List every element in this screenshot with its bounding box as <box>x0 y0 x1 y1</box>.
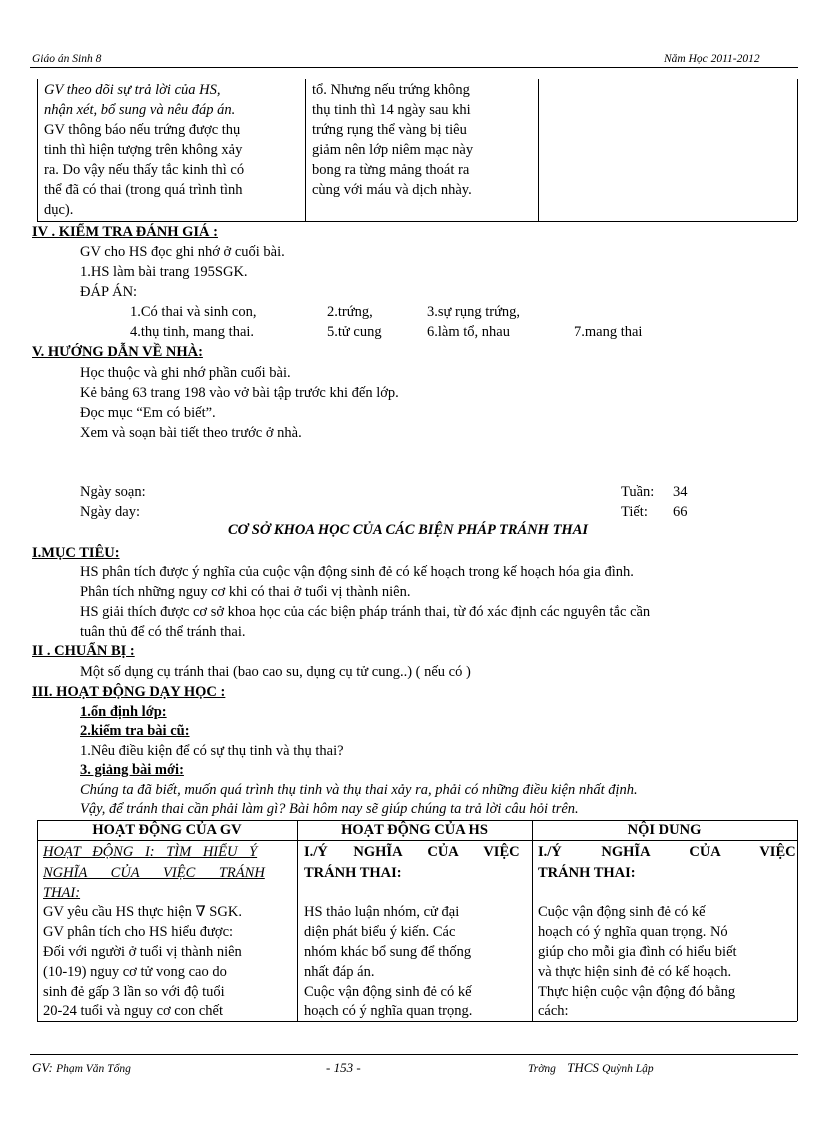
top-hs-line-4: bong ra từng mảng thoát ra <box>312 162 470 178</box>
gv-heading-0: HOẠT ĐỘNG I: TÌM HIỂU Ý <box>43 844 258 860</box>
tiet-value: 66 <box>673 504 688 520</box>
tuan-value: 34 <box>673 484 688 500</box>
gv-body-5: 20-24 tuổi và nguy cơ con chết <box>43 1003 224 1019</box>
top-gv-line-6: dục). <box>44 202 74 218</box>
nd-body-3: và thực hiện sinh đẻ có kế hoạch. <box>538 964 732 980</box>
nd-body-2: giúp cho mỗi gia đình có hiểu biết <box>538 944 737 960</box>
col-header-gv: HOẠT ĐỘNG CỦA GV <box>92 822 242 838</box>
intro-2: Vậy, để tránh thai cần phải làm gì? Bài hôm nay sẽ giúp chúng ta trả lời câu hỏi trên. <box>80 801 579 817</box>
nd-body-5: cách: <box>538 1003 569 1019</box>
top-gv-line-3: tinh thì hiện tượng trên không xảy <box>44 142 243 158</box>
top-hs-line-5: cùng với máu và dịch nhày. <box>312 182 472 198</box>
answer-6: 6.làm tổ, nhau <box>427 324 510 340</box>
section-i-line-2: HS giải thích được cơ sở khoa học của các biện pháp tránh thai, từ đó xác định các nguyên tắc cần <box>80 604 651 620</box>
answer-4: 4.thụ tinh, mang thai. <box>130 324 255 340</box>
nd-heading-1: TRÁNH THAI: <box>538 865 636 881</box>
top-gv-line-5: thể đã có thai (trong quá trình tình <box>44 182 243 198</box>
header-year: 2011-2012 <box>710 53 760 65</box>
ngay-soan: Ngày soạn: <box>80 484 146 500</box>
step-2-question: 1.Nêu điều kiện để có sự thụ tinh và thụ thai? <box>80 743 344 759</box>
answer-7: 7.mang thai <box>574 324 643 340</box>
gv-heading-2: THAI: <box>43 885 81 901</box>
footer-school <box>528 1060 654 1076</box>
step-2: 2.kiểm tra bài cũ: <box>80 723 190 739</box>
step-3: 3. giảng bài mới: <box>80 762 184 778</box>
section-v-line-3: Xem và soạn bài tiết theo trước ở nhà. <box>80 425 302 441</box>
answer-3: 3.sự rụng trứng, <box>427 304 521 320</box>
top-gv-line-0: GV theo dõi sự trả lời của HS, <box>44 82 221 98</box>
tuan-label: Tuần: <box>621 484 655 500</box>
section-v-title: V. HƯỚNG DẪN VỀ NHÀ: <box>32 344 203 360</box>
hs-body-5: hoạch có ý nghĩa quan trọng. <box>304 1003 473 1019</box>
top-gv-line-1: nhận xét, bổ sung và nêu đáp án. <box>44 102 236 118</box>
nd-body-1: hoạch có ý nghĩa quan trọng. Nó <box>538 924 728 940</box>
hs-body-2: nhóm khác bổ sung để thống <box>304 944 472 960</box>
lesson-title: CƠ SỞ KHOA HỌC CỦA CÁC BIỆN PHÁP TRÁNH THAI <box>227 522 589 538</box>
footer-gv-name: Phạm Văn Tổng <box>56 1063 131 1075</box>
section-v-line-2: Đọc mục “Em có biết”. <box>80 405 216 421</box>
gv-body-0: GV yêu cầu HS thực hiện ∇ SGK. <box>43 904 242 920</box>
answer-label: ĐÁP ÁN: <box>80 284 138 300</box>
hs-body-3: nhất đáp án. <box>304 964 375 980</box>
footer-school-name: THCS <box>567 1060 599 1075</box>
hs-heading-1: TRÁNH THAI: <box>304 865 402 881</box>
footer-page: - 153 - <box>326 1060 361 1075</box>
answer-5: 5.tử cung <box>327 324 382 340</box>
section-iii-title: III. HOẠT ĐỘNG DẠY HỌC : <box>32 684 226 700</box>
section-v-line-0: Học thuộc và ghi nhớ phần cuối bài. <box>80 365 291 381</box>
gv-body-1: GV phân tích cho HS hiểu được: <box>43 924 234 940</box>
section-i-line-1: Phân tích những nguy cơ khi có thai ở tuổi vị thành niên. <box>80 584 411 600</box>
answer-2: 2.trứng, <box>327 304 373 320</box>
hs-body-1: diện phát biểu ý kiến. Các <box>304 924 456 940</box>
header-right <box>664 53 760 65</box>
gv-body-4: sinh đẻ gấp 3 lần so với độ tuổi <box>43 984 225 1000</box>
top-hs-line-0: tổ. Nhưng nếu trứng không <box>312 82 470 98</box>
nd-body-4: Thực hiện cuộc vận động đó bằng <box>538 984 736 1000</box>
hs-body-0: HS thảo luận nhóm, cử đại <box>304 904 460 920</box>
footer-rule <box>30 1054 798 1055</box>
header-rule <box>30 67 798 68</box>
section-i-line-0: HS phân tích được ý nghĩa của cuộc vận động sinh đẻ có kế hoạch trong kế hoạch hóa gia đình. <box>80 564 634 580</box>
section-iv-title: IV . KIỂM TRA ĐÁNH GIÁ : <box>32 224 218 240</box>
gv-heading-1: NGHĨA CỦA VIỆC TRÁNH <box>43 865 265 881</box>
nd-body-0: Cuộc vận động sinh đẻ có kế <box>538 904 706 920</box>
col-header-nd: NỘI DUNG <box>627 822 702 838</box>
ngay-day: Ngày day: <box>80 504 140 520</box>
answer-1: 1.Có thai và sinh con, <box>130 304 257 320</box>
top-gv-line-4: ra. Do vậy nếu thấy tắc kinh thì có <box>44 162 245 178</box>
step-1: 1.ổn định lớp: <box>80 704 167 720</box>
top-hs-line-3: giảm nên lớp niêm mạc này <box>312 142 474 158</box>
header-year-label: Năm Học <box>664 53 708 65</box>
section-ii-line: Một số dụng cụ tránh thai (bao cao su, dụng cụ tử cung..) ( nếu có ) <box>80 664 471 680</box>
footer-school-prefix: Trờng <box>528 1063 556 1075</box>
section-i-title: I.MỤC TIÊU: <box>32 545 120 561</box>
footer-gv-label: GV: <box>32 1060 53 1075</box>
header-left: Giáo án Sinh 8 <box>32 53 102 65</box>
section-iv-line2: 1.HS làm bài trang 195SGK. <box>80 264 248 280</box>
gv-body-2: Đối với người ở tuổi vị thành niên <box>43 944 242 960</box>
col-header-hs: HOẠT ĐỘNG CỦA HS <box>341 822 488 838</box>
footer-gv <box>32 1060 131 1076</box>
footer-school-place: Quỳnh Lập <box>602 1063 654 1075</box>
tiet-label: Tiết: <box>621 504 648 520</box>
nd-heading-0: I./Ý NGHĨA CỦA VIỆC <box>538 844 796 860</box>
section-v-line-1: Kẻ bảng 63 trang 198 vào vở bài tập trước khi đến lớp. <box>80 385 399 401</box>
section-iv-line1: GV cho HS đọc ghi nhớ ở cuối bài. <box>80 244 285 260</box>
intro-1: Chúng ta đã biết, muốn quá trình thụ tinh và thụ thai xảy ra, phải có những điều kiện nhất định. <box>80 782 638 798</box>
hs-heading-0: I./Ý NGHĨA CỦA VIỆC <box>304 844 520 860</box>
section-i-line-3: tuân thủ để có thể tránh thai. <box>80 624 246 640</box>
gv-body-3: (10-19) nguy cơ tử vong cao do <box>43 964 227 980</box>
top-hs-line-1: thụ tinh thì 14 ngày sau khi <box>312 102 471 118</box>
hs-body-4: Cuộc vận động sinh đẻ có kế <box>304 984 472 1000</box>
section-ii-title: II . CHUẨN BỊ : <box>32 643 135 659</box>
top-gv-line-2: GV thông báo nếu trứng được thụ <box>44 122 241 138</box>
top-hs-line-2: trứng rụng thể vàng bị tiêu <box>312 122 467 138</box>
